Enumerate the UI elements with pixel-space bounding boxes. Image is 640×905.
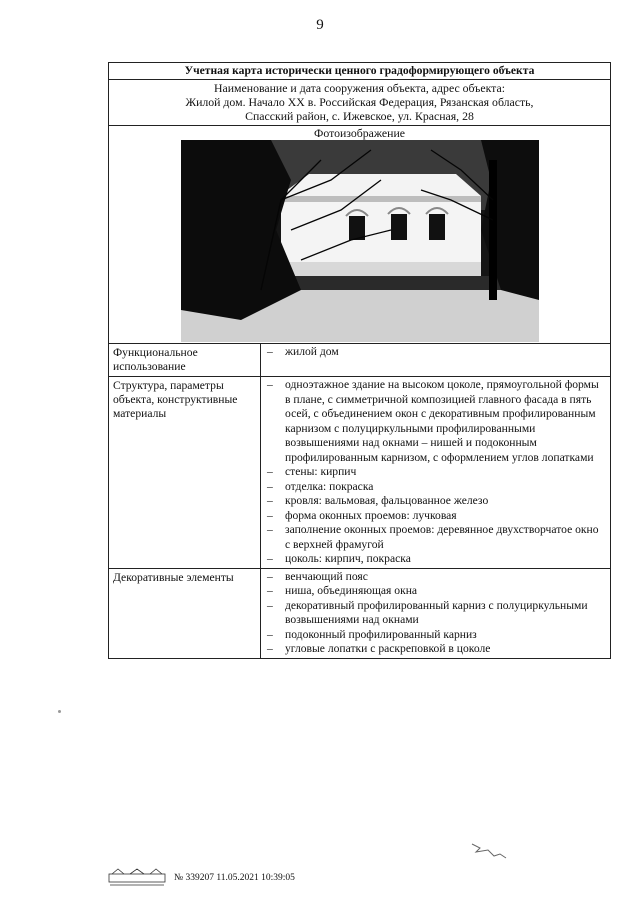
row-structure [109,377,610,569]
object-name-label: Наименование и дата сооружения объекта, адрес объекта: [213,81,505,95]
document-footer [108,868,295,888]
list-item: – венчающий пояс [267,569,368,583]
registry-stamp-icon [108,868,166,888]
building-photo [181,140,539,342]
list-item: – форма оконных проемов: лучковая [267,508,457,522]
row-decorative [109,569,610,658]
value-decorative [261,569,610,658]
page-number: 9 [316,17,324,33]
list-item: – ниша, объединяющая окна [267,584,418,597]
signature-mark [470,838,510,867]
list-item: – стены: кирпич [267,465,357,478]
object-name-line-1: Жилой дом. Начало XX в. Российская Федерация, Рязанская область, [185,95,534,109]
list-item: – подоконный профилированный карниз [267,627,477,641]
row-functional-use [109,344,610,377]
list-item: – одноэтажное здание на высоком цоколе, прямоугольной формы в плане, с симметричной композицией главного фасада в пять осей, с объединением окон с декоративным профилированным карнизом с полуциркульными профилированными возвышениями над окнами – нишей и подоконным профилированным карнизом, с оформлением углов лопатками [267,378,599,464]
document-registration-number: № 339207 11.05.2021 10:39:05 [174,873,295,883]
scan-dot [58,710,61,713]
object-name-block [109,80,610,126]
value-structure [261,377,610,568]
photo-caption: Фотоизображение [314,126,405,140]
list-item: – кровля: вальмовая, фальцованное железо [267,494,489,507]
list-item: – угловые лопатки с раскреповкой в цоколе [267,642,491,655]
card-title: Учетная карта исторически ценного градоформирующего объекта [109,63,610,80]
list-item: – жилой дом [267,345,339,358]
list-item: – цоколь: кирпич, покраска [267,552,411,565]
list-item: – декоративный профилированный карниз с полуциркульными возвышениями над окнами [267,598,588,626]
registration-card [108,62,611,659]
list-item: – отделка: покраска [267,479,374,493]
object-name-line-2: Спасский район, с. Ижевское, ул. Красная, 28 [245,109,474,123]
list-item: – заполнение оконных проемов: деревянное двухстворчатое окно с верхней фрамугой [267,523,599,551]
label-decorative: Декоративные элементы [109,569,261,658]
label-structure: Структура, параметры объекта, конструктивные материалы [109,377,261,568]
photo-block [109,126,610,344]
value-functional-use [261,344,610,376]
label-functional-use: Функциональное использование [109,344,261,376]
